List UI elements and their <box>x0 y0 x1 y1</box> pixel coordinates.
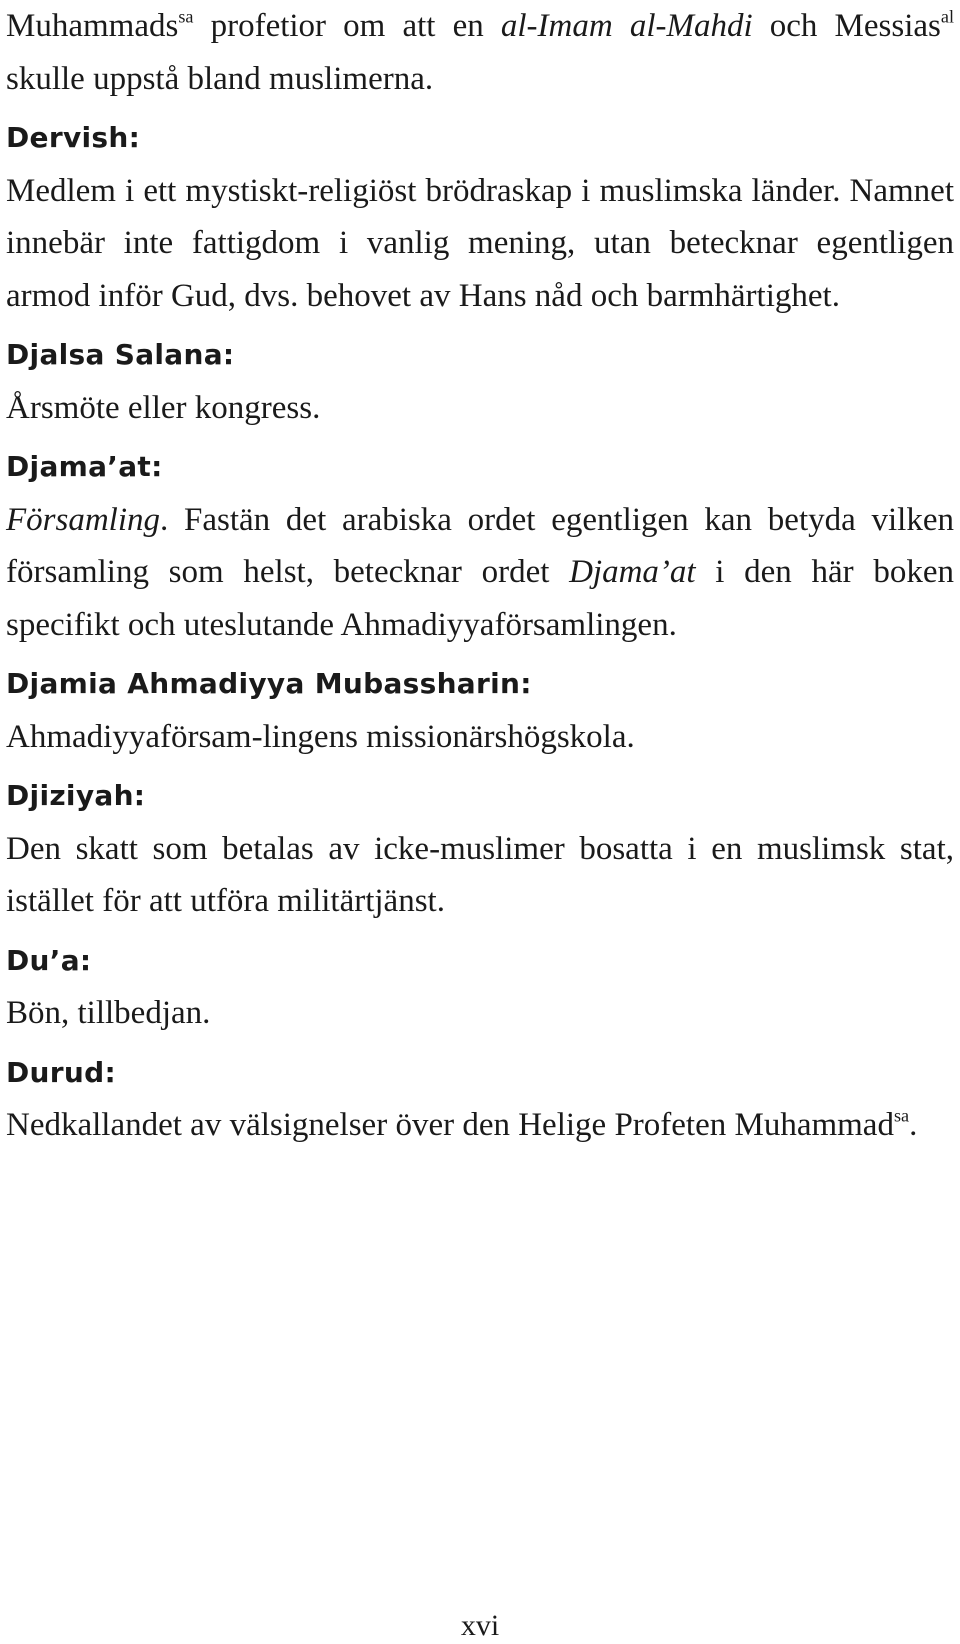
glossary-definition: Bön, tillbedjan. <box>6 995 211 1031</box>
glossary-entry-dua <box>6 935 954 1040</box>
honorific-sup: sa <box>893 1105 910 1126</box>
glossary-entry-durud <box>6 1047 954 1152</box>
glossary-definition: Medlem i ett mystiskt-religiöst brödraskap i muslimska länder. Namnet innebär inte fattigdom i vanlig mening, utan betecknar egentligen armod inför Gud, dvs. behovet av Hans nåd och barmhärtighet. <box>6 172 954 314</box>
intro-text-2: profetior om att en <box>193 8 501 44</box>
glossary-definition: Den skatt som betalas av icke-muslimer bosatta i en muslimsk stat, istället för att utföra militärtjänst. <box>6 830 954 919</box>
intro-text-3: och Messias <box>752 8 941 44</box>
glossary-entry-dervish <box>6 112 954 322</box>
intro-paragraph <box>6 0 954 105</box>
definition-italic: Djama’at <box>569 554 696 590</box>
glossary-term: Dervish: <box>6 121 141 154</box>
glossary-entry-djiziyah <box>6 770 954 928</box>
glossary-entry-djamia <box>6 658 954 763</box>
glossary-page <box>6 0 954 1152</box>
glossary-entry-djalsa-salana <box>6 329 954 434</box>
glossary-definition: Ahmadiyyaförsam-lingens missionärshögskola. <box>6 718 635 755</box>
definition-text: . Fastän det arabiska ordet egentligen kan betyda vilken församling som helst, betecknar ordet <box>6 501 954 590</box>
glossary-term: Djamia Ahmadiyya Mubassharin: <box>6 667 532 700</box>
glossary-term: Djama’at: <box>6 450 163 483</box>
page-number: xvi <box>460 1609 500 1642</box>
glossary-definition <box>6 1099 954 1152</box>
glossary-term: Durud: <box>6 1055 116 1089</box>
definition-text: . <box>909 1107 918 1143</box>
glossary-term: Djalsa Salana: <box>6 338 235 371</box>
honorific-sup: sa <box>178 6 194 27</box>
glossary-term: Du’a: <box>6 943 92 977</box>
glossary-definition: Årsmöte eller kongress. <box>6 389 321 426</box>
glossary-entry-djamaat <box>6 441 954 651</box>
intro-italic-term: al-Imam al-Mahdi <box>500 8 753 44</box>
intro-text-1: Muhammads <box>6 8 179 44</box>
glossary-term: Djiziyah: <box>6 779 146 812</box>
definition-italic: Församling <box>6 501 161 538</box>
honorific-sup: al <box>940 6 954 27</box>
definition-text: Nedkallandet av välsignelser över den Helige Profeten Muhammad <box>6 1107 894 1143</box>
intro-text-4: skulle uppstå bland muslimerna. <box>6 60 434 97</box>
glossary-definition <box>6 494 954 652</box>
definition-text: i den här boken specifikt och uteslutande Ahmadiyyaförsamlingen. <box>6 554 954 643</box>
